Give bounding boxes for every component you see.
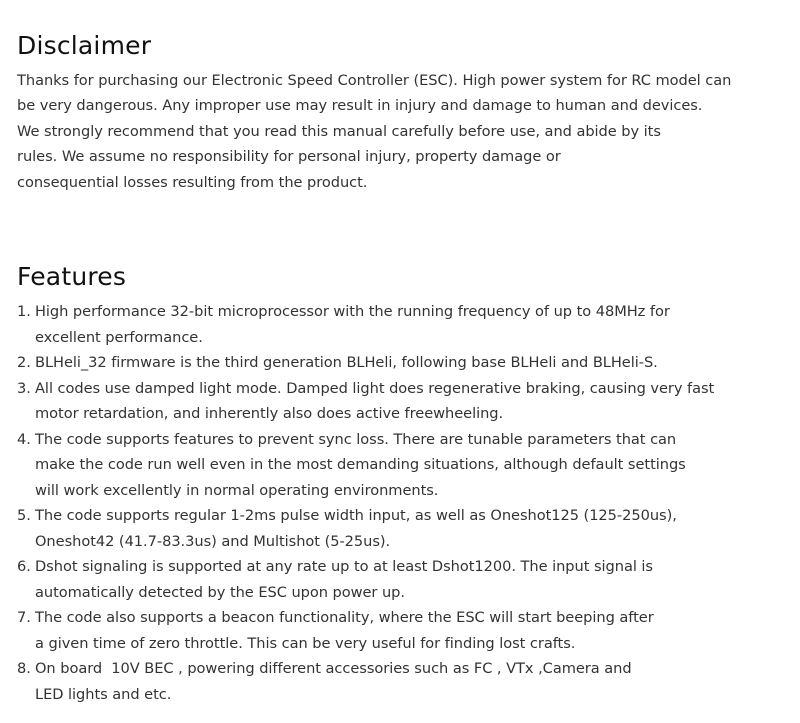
feature-text: The code supports features to prevent sync loss. There are tunable parameters that can	[35, 431, 677, 448]
feature-number: 6.	[17, 558, 31, 575]
feature-number: 7.	[17, 609, 31, 626]
features-heading: Features	[17, 262, 127, 291]
feature-text: a given time of zero throttle. This can be very useful for finding lost crafts.	[35, 635, 576, 652]
feature-text: make the code run well even in the most demanding situations, although default settings	[35, 456, 686, 473]
feature-text: High performance 32-bit microprocessor with the running frequency of up to 48MHz for	[35, 303, 670, 320]
feature-text: The code also supports a beacon functionality, where the ESC will start beeping after	[35, 609, 654, 626]
feature-text: All codes use damped light mode. Damped light does regenerative braking, causing very fast	[35, 380, 715, 397]
feature-text: automatically detected by the ESC upon power up.	[35, 584, 405, 601]
feature-number: 2.	[17, 354, 31, 371]
feature-text: On board 10V BEC , powering different accessories such as FC , VTx ,Camera and	[35, 660, 632, 677]
disclaimer-line: Thanks for purchasing our Electronic Speed Controller (ESC). High power system for RC model can	[17, 72, 732, 89]
feature-text: LED lights and etc.	[35, 686, 172, 703]
feature-text: Dshot signaling is supported at any rate up to at least Dshot1200. The input signal is	[35, 558, 653, 575]
feature-text: The code supports regular 1-2ms pulse width input, as well as Oneshot125 (125-250us),	[35, 507, 677, 524]
feature-text: Oneshot42 (41.7-83.3us) and Multishot (5-25us).	[35, 533, 391, 550]
feature-text: motor retardation, and inherently also does active freewheeling.	[35, 405, 504, 422]
feature-text: excellent performance.	[35, 329, 203, 346]
feature-number: 5.	[17, 507, 31, 524]
disclaimer-line: be very dangerous. Any improper use may result in injury and damage to human and devices.	[17, 97, 703, 114]
feature-text: will work excellently in normal operating environments.	[35, 482, 439, 499]
feature-number: 1.	[17, 303, 31, 320]
disclaimer-line: consequential losses resulting from the product.	[17, 174, 368, 191]
disclaimer-line: We strongly recommend that you read this manual carefully before use, and abide by its	[17, 123, 661, 140]
feature-number: 8.	[17, 660, 31, 677]
feature-number: 4.	[17, 431, 31, 448]
feature-text: BLHeli_32 firmware is the third generation BLHeli, following base BLHeli and BLHeli-S.	[35, 354, 658, 371]
feature-number: 3.	[17, 380, 31, 397]
disclaimer-heading: Disclaimer	[17, 31, 152, 60]
disclaimer-line: rules. We assume no responsibility for personal injury, property damage or	[17, 148, 561, 165]
